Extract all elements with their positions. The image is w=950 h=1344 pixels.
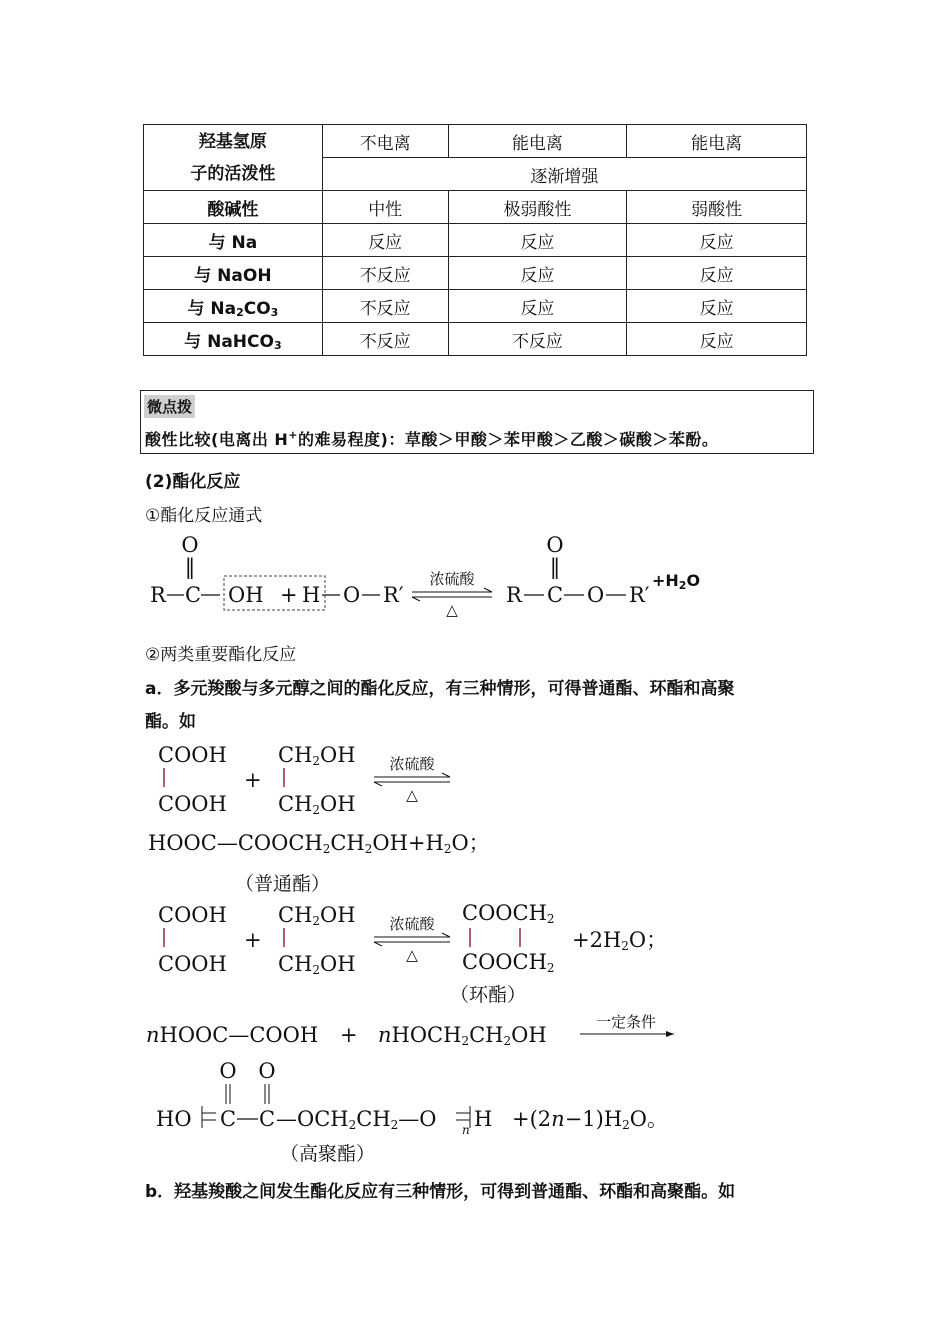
table-row-header: 羟基氢原 子的活泼性: [144, 125, 323, 191]
svg-text:COOH: COOH: [158, 743, 227, 767]
tip-tag: 微点拨: [144, 395, 195, 418]
svg-text:COOH: COOH: [158, 952, 227, 976]
tip-text: 酸性比较(电离出 H+的难易程度)：草酸＞甲酸＞苯甲酸＞乙酸＞碳酸＞苯酚。: [145, 428, 719, 449]
table-cell: 反应: [448, 257, 627, 290]
table-row: [144, 125, 807, 158]
table-cell: 逐渐增强: [322, 158, 806, 191]
table-cell: 不反应: [322, 323, 448, 356]
svg-text:C: C: [220, 1107, 237, 1131]
svg-text:O: O: [546, 533, 564, 557]
table-cell: 弱酸性: [627, 191, 807, 224]
table-cell: 反应: [322, 224, 448, 257]
table-cell: 不反应: [322, 290, 448, 323]
svg-text:CH2OH: CH2OH: [278, 792, 356, 817]
section-heading: (2)酯化反应: [145, 472, 241, 492]
svg-text:nHOCH2CH2OH: nHOCH2CH2OH: [378, 1023, 547, 1048]
svg-text:C: C: [185, 583, 202, 607]
table-cell: 能电离: [448, 125, 627, 158]
svg-text:+: +: [280, 583, 298, 607]
svg-text:CH2OH: CH2OH: [278, 743, 356, 768]
svg-text:+(2n−1)H2O。: +(2n−1)H2O。: [512, 1107, 669, 1132]
table-cell: 反应: [448, 224, 627, 257]
svg-text:+: +: [244, 928, 262, 952]
svg-text:+: +: [244, 768, 262, 792]
svg-text:R: R: [150, 583, 166, 607]
svg-text:R: R: [506, 583, 522, 607]
svg-text:HO: HO: [156, 1107, 192, 1131]
paragraph: 酯。如: [145, 712, 196, 732]
tip-box: [140, 390, 814, 454]
table-row: [144, 191, 807, 224]
esterification-general-equation: [140, 530, 740, 620]
table-cell: 反应: [627, 323, 807, 356]
svg-text:CH2OH: CH2OH: [278, 903, 356, 928]
svg-text:HOOC—COOCH2CH2OH+H2O；: HOOC—COOCH2CH2OH+H2O；: [148, 831, 490, 856]
table-row: [144, 290, 807, 323]
svg-text:O: O: [181, 533, 199, 557]
svg-text:浓硫酸: 浓硫酸: [389, 915, 435, 933]
svg-text:‖: ‖: [549, 555, 561, 579]
table-cell: 反应: [448, 290, 627, 323]
svg-text:OH: OH: [228, 583, 264, 607]
table-cell: 反应: [627, 257, 807, 290]
table-row-header: 与 Na2CO3: [144, 290, 323, 323]
cyclic-ester-equation: [140, 895, 700, 1015]
polyester-equation: [140, 1010, 700, 1170]
paragraph: a．多元羧酸与多元醇之间的酯化反应，有三种情形，可得普通酯、环酯和高聚: [145, 679, 735, 699]
svg-text:△: △: [406, 946, 418, 964]
svg-text:+H2O: +H2O: [652, 571, 701, 592]
svg-text:C: C: [259, 1107, 276, 1131]
svg-text:—OCH2CH2—O: —OCH2CH2—O: [276, 1107, 437, 1132]
svg-text:O: O: [219, 1059, 237, 1083]
table-cell: 反应: [627, 290, 807, 323]
svg-text:R′: R′: [629, 583, 650, 607]
svg-text:+2H2O；: +2H2O；: [572, 928, 668, 953]
svg-text:+: +: [340, 1023, 358, 1047]
svg-text:COOH: COOH: [158, 792, 227, 816]
svg-text:CH2OH: CH2OH: [278, 952, 356, 977]
property-table: [143, 124, 807, 356]
table-cell: 不电离: [322, 125, 448, 158]
table-row: [144, 257, 807, 290]
svg-text:COOH: COOH: [158, 903, 227, 927]
table-row-header: 与 NaHCO3: [144, 323, 323, 356]
svg-text:O: O: [258, 1059, 276, 1083]
svg-text:一定条件: 一定条件: [595, 1013, 657, 1031]
svg-text:（普通酯）: （普通酯）: [235, 873, 331, 895]
svg-text:H: H: [474, 1107, 493, 1131]
table-cell: 中性: [322, 191, 448, 224]
subsection-heading: ②两类重要酯化反应: [145, 645, 297, 665]
table-cell: 不反应: [322, 257, 448, 290]
subsection-heading: ①酯化反应通式: [145, 506, 263, 526]
svg-text:O: O: [343, 583, 361, 607]
svg-text:‖: ‖: [184, 555, 196, 579]
paragraph: b．羟基羧酸之间发生酯化反应有三种情形，可得到普通酯、环酯和高聚酯。如: [145, 1182, 736, 1202]
table-row: [144, 323, 807, 356]
svg-text:R′: R′: [383, 583, 404, 607]
svg-text:nHOOC—COOH: nHOOC—COOH: [146, 1023, 319, 1047]
svg-text:COOCH2: COOCH2: [462, 901, 555, 926]
table-row-header: 酸碱性: [144, 191, 323, 224]
table-cell: 能电离: [627, 125, 807, 158]
svg-text:浓硫酸: 浓硫酸: [389, 755, 435, 773]
svg-text:COOCH2: COOCH2: [462, 950, 555, 975]
svg-text:O: O: [587, 583, 605, 607]
svg-text:C: C: [547, 583, 564, 607]
table-row-header: 与 Na: [144, 224, 323, 257]
svg-text:△: △: [446, 601, 458, 619]
table-cell: 极弱酸性: [448, 191, 627, 224]
svg-text:H: H: [302, 583, 321, 607]
table-row: [144, 224, 807, 257]
table-cell: 不反应: [448, 323, 627, 356]
svg-text:（环酯）: （环酯）: [450, 984, 527, 1006]
ordinary-ester-equation: [140, 735, 700, 900]
table-row-header: 与 NaOH: [144, 257, 323, 290]
svg-text:△: △: [406, 786, 418, 804]
table-cell: 反应: [627, 224, 807, 257]
svg-text:浓硫酸: 浓硫酸: [429, 570, 475, 588]
svg-text:n: n: [462, 1123, 470, 1137]
svg-text:（高聚酯）: （高聚酯）: [280, 1143, 376, 1165]
